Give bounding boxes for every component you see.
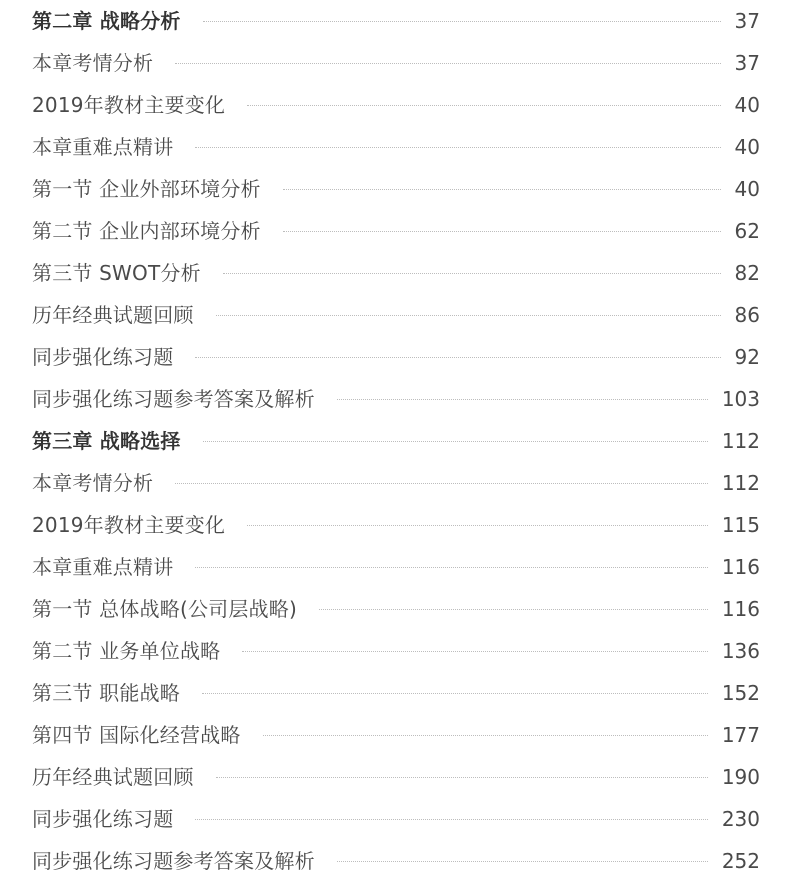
toc-entry-title: 历年经典试题回顾 [32, 303, 194, 327]
toc-entry-row [32, 762, 760, 792]
toc-dot-leader [319, 609, 708, 610]
toc-entry-title: 本章考情分析 [32, 51, 154, 75]
toc-entry-title: 第三节 SWOT分析 [32, 261, 201, 285]
toc-dot-leader [195, 357, 720, 358]
toc-dot-leader [175, 483, 708, 484]
toc-dot-leader [216, 777, 708, 778]
toc-dot-leader [203, 441, 708, 442]
toc-entry-row [32, 90, 760, 120]
toc-entry-page: 136 [721, 639, 760, 663]
toc-dot-leader [283, 231, 721, 232]
toc-entry-title: 本章考情分析 [32, 471, 154, 495]
toc-entry-page: 82 [734, 261, 760, 285]
toc-entry-page: 177 [721, 723, 760, 747]
toc-entry-row [32, 132, 760, 162]
toc-entry-row [32, 48, 760, 78]
toc-entry-page: 62 [734, 219, 760, 243]
toc-entry-page: 152 [721, 681, 760, 705]
toc-dot-leader [195, 147, 720, 148]
toc-entry-title: 同步强化练习题参考答案及解析 [32, 387, 315, 411]
toc-entry-title: 2019年教材主要变化 [32, 93, 226, 117]
toc-entry-row [32, 846, 760, 876]
toc-entry-title: 第一节 总体战略(公司层战略) [32, 597, 297, 621]
toc-entry-title: 同步强化练习题 [32, 345, 174, 369]
toc-entry-row [32, 300, 760, 330]
toc-entry-page: 103 [721, 387, 760, 411]
toc-dot-leader [216, 315, 721, 316]
toc-entry-title: 历年经典试题回顾 [32, 765, 194, 789]
toc-entry-title: 第二节 业务单位战略 [32, 639, 221, 663]
toc-entry-page: 92 [734, 345, 760, 369]
toc-dot-leader [263, 735, 708, 736]
toc-dot-leader [337, 399, 708, 400]
toc-entry-row [32, 468, 760, 498]
toc-entry-page: 40 [734, 177, 760, 201]
toc-dot-leader [195, 819, 707, 820]
toc-entry-row [32, 384, 760, 414]
toc-dot-leader [247, 525, 708, 526]
toc-dot-leader [203, 21, 721, 22]
toc-entry-row [32, 510, 760, 540]
toc-entry-page: 116 [721, 597, 760, 621]
toc-entry-row [32, 678, 760, 708]
toc-entry-row [32, 636, 760, 666]
toc-entry-page: 112 [721, 471, 760, 495]
toc-entry-page: 40 [734, 93, 760, 117]
toc-dot-leader [202, 693, 708, 694]
toc-entry-title: 同步强化练习题参考答案及解析 [32, 849, 315, 873]
toc-entry-page: 37 [734, 9, 760, 33]
toc-entry-title: 第一节 企业外部环境分析 [32, 177, 261, 201]
toc-entry-title: 第二节 企业内部环境分析 [32, 219, 261, 243]
toc-entry-title: 本章重难点精讲 [32, 135, 174, 159]
toc-entry-row [32, 174, 760, 204]
toc-entry-title: 同步强化练习题 [32, 807, 174, 831]
toc-entry-title: 本章重难点精讲 [32, 555, 174, 579]
toc-dot-leader [337, 861, 708, 862]
toc-dot-leader [242, 651, 707, 652]
toc-dot-leader [283, 189, 721, 190]
toc-entry-page: 116 [721, 555, 760, 579]
toc-entry-title: 第三章 战略选择 [32, 429, 181, 453]
toc-entry-title: 2019年教材主要变化 [32, 513, 226, 537]
toc-entry-page: 86 [734, 303, 760, 327]
toc-entry-row [32, 216, 760, 246]
toc-entry-row [32, 594, 760, 624]
toc-entry-page: 112 [721, 429, 760, 453]
toc-dot-leader [175, 63, 720, 64]
toc-dot-leader [247, 105, 720, 106]
toc-entry-row [32, 342, 760, 372]
toc-entry-title: 第四节 国际化经营战略 [32, 723, 241, 747]
toc-entry-row [32, 804, 760, 834]
toc-entry-page: 252 [721, 849, 760, 873]
toc-chapter-row [32, 6, 760, 36]
toc-entry-row [32, 258, 760, 288]
toc-dot-leader [223, 273, 721, 274]
toc-dot-leader [195, 567, 707, 568]
toc-entry-page: 37 [734, 51, 760, 75]
toc-entry-title: 第二章 战略分析 [32, 9, 181, 33]
toc-entry-title: 第三节 职能战略 [32, 681, 180, 705]
toc-entry-row [32, 720, 760, 750]
toc-entry-page: 115 [721, 513, 760, 537]
toc-chapter-row [32, 426, 760, 456]
toc-entry-page: 230 [721, 807, 760, 831]
toc-entry-row [32, 552, 760, 582]
toc-entry-page: 40 [734, 135, 760, 159]
toc-entry-page: 190 [721, 765, 760, 789]
